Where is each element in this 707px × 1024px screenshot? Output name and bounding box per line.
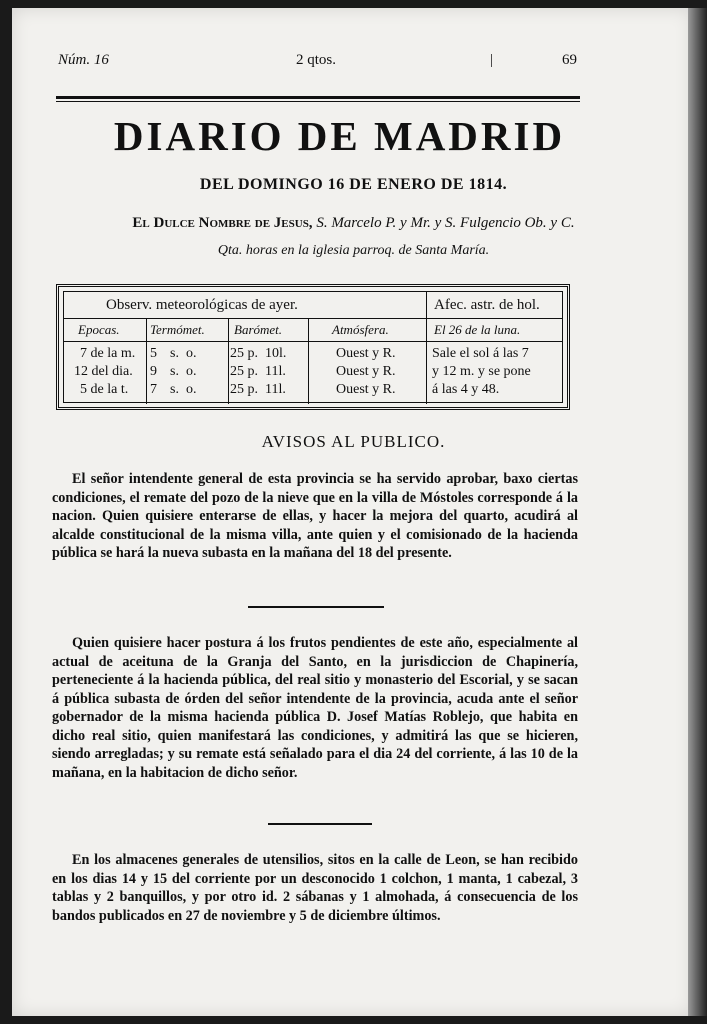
col-barometro: Barómet. [234, 322, 283, 337]
meteo-rule-2 [64, 341, 562, 342]
issue-number: Núm. 16 [58, 52, 109, 68]
saints-of-day [0, 215, 707, 232]
meteo-table [56, 284, 570, 410]
issue-price: 2 qtos. [296, 52, 337, 68]
newspaper-title: DIARIO DE MADRID [113, 113, 566, 159]
moon-line-1: Sale el sol á las 7 [432, 346, 529, 361]
row3-term-unit: s. o. [170, 382, 197, 397]
meteo-vline-2 [228, 318, 229, 404]
moon-line-3: á las 4 y 48. [432, 382, 500, 397]
row2-baro: 25 p. 11l. [230, 364, 286, 379]
col-luna: El 26 de la luna. [434, 322, 521, 337]
astro-title: Afec. astr. de hol. [434, 297, 540, 313]
row2-epoca: 12 del dia. [74, 364, 133, 379]
header-mark: | [490, 52, 494, 68]
meteo-rule-1 [64, 318, 562, 319]
forty-hours-note: Qta. horas en la iglesia parroq. de Santa María. [217, 243, 490, 258]
notice-nieve: El señor intendente general de esta provincia se ha servido aprobar, baxo ciertas condiciones, el remate del pozo de la nieve que en la villa de Móstoles corresponde á la nacion. Quien quisiere enterarse de ellas, y hacer la mejora del quarto, acudirá al alcalde constitucional de la misma villa, ante quien y el comisionado de la hacienda pública se hará la nueva subasta en la mañana del 18 del presente. [52, 471, 578, 561]
row2-atm: Ouest y R. [336, 364, 396, 379]
row1-atm: Ouest y R. [336, 346, 396, 361]
row1-term: 5 [150, 346, 157, 361]
separator-2 [268, 823, 372, 825]
row2-term-unit: s. o. [170, 364, 197, 379]
section-title: AVISOS AL PUBLICO. [261, 432, 446, 451]
meteo-title: Observ. meteorológicas de ayer. [106, 297, 298, 313]
row1-baro: 25 p. 10l. [230, 346, 287, 361]
row1-epoca: 7 de la m. [80, 346, 136, 361]
row2-term: 9 [150, 364, 157, 379]
row3-epoca: 5 de la t. [80, 382, 129, 397]
notice-aceituna: Quien quisiere hacer postura á los frutos pendientes de este año, especialmente al actual de aceituna de la Granja del Santo, en la jurisdiccion de Chapinería, perteneciente á la hacienda pública, del real sitio y monasterio del Escorial, y se sacan á pública subasta de órden del señor intendente de la provincia, acuda ante el señor gobernador de la misma hacienda pública D. Josef Matías Roblejo, que habita en dicho real sitio, quien manifestará las condiciones, y admitirá las que se hicieren, siendo arregladas; y su remate está señalado para el dia 24 del corriente, á las 10 de la mañana, en la habitacion de dicho señor. [52, 635, 578, 781]
col-termometro: Termómet. [150, 322, 205, 337]
masthead-rule-thin [56, 101, 580, 102]
row1-term-unit: s. o. [170, 346, 197, 361]
masthead-rule-top [56, 96, 580, 99]
saints-caps: El Dulce Nombre de Jesus, [132, 215, 313, 231]
row3-term: 7 [150, 382, 157, 397]
meteo-vline-4 [426, 292, 427, 404]
col-atmosfera: Atmósfera. [332, 322, 389, 337]
row3-baro: 25 p. 11l. [230, 382, 286, 397]
moon-line-2: y 12 m. y se pone [432, 364, 531, 379]
separator-1 [248, 606, 384, 608]
meteo-inner-border [63, 291, 563, 403]
col-epocas: Epocas. [78, 322, 120, 337]
meteo-vline-3 [308, 318, 309, 404]
page-number: 69 [562, 52, 577, 68]
meteo-vline-1 [146, 318, 147, 404]
notice-utensilios: En los almacenes generales de utensilios, sitos en la calle de Leon, se han recibido en los dias 14 y 15 del corriente por un desconocido 1 colchon, 1 manta, 1 cabezal, 3 tablas y 2 banquillos, y por otro id. 2 sábanas y 1 almohada, á consecuencia de los bandos publicados en 27 de noviembre y 5 de diciembre últimos. [52, 852, 578, 924]
issue-date: DEL DOMINGO 16 DE ENERO DE 1814. [199, 176, 508, 193]
row3-atm: Ouest y R. [336, 382, 396, 397]
saints-rest: S. Marcelo P. y Mr. y S. Fulgencio Ob. y C. [316, 215, 575, 231]
